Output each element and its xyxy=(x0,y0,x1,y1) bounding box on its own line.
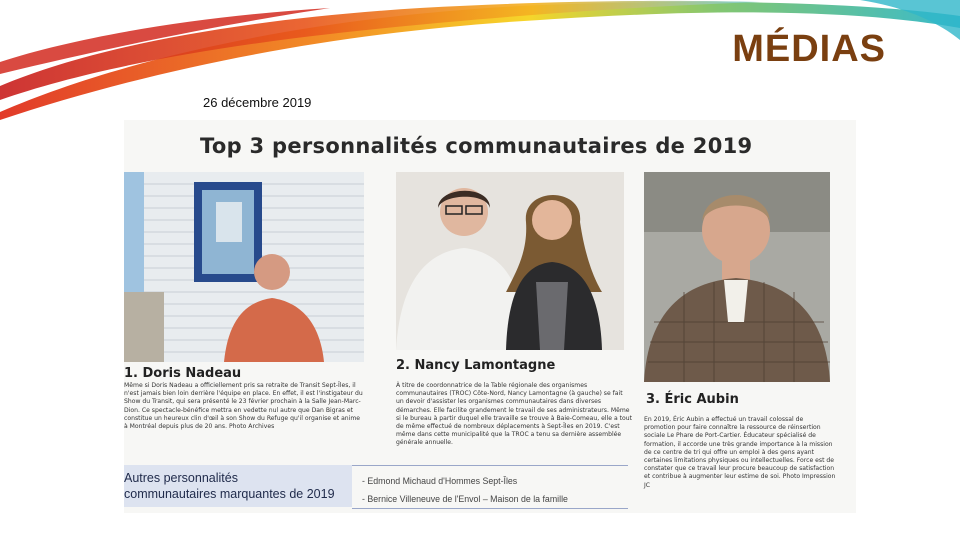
caption-3: En 2019, Éric Aubin a effectué un travail colossal de promotion pour faire connaître la ressource de réinsertion sociale Le Phare de Port-Cartier. Éducateur spécialisé de formation, il accorde une très grande importance à la mission de ce centre de tri qui offre un emploi à des gens ayant certaines limitations physiques ou intellectuelles. Force est de constater que ce travail leur procure beaucoup de satisfaction et contribue à augmenter leur estime de soi. Photo Impression JC xyxy=(644,416,836,489)
photo-eric-aubin xyxy=(644,172,830,382)
others-label-line-2: communautaires marquantes de 2019 xyxy=(124,487,335,501)
others-item-1: - Edmond Michaud d'Hommes Sept-Îles xyxy=(362,476,518,486)
caption-1: Même si Doris Nadeau a officiellement pris sa retraite de Transit Sept-Îles, il n'est jamais bien loin derrière l'équipe en place. En effet, il est l'instigateur du Show du Transit, qui sera présenté le 23 février prochain à la Salle Jean-Marc-Dion. Ce spectacle-bénéfice mettra en vedette nul autre que Dan Bigras et constitue un heureux clin d'œil à son Show du Refuge qu'il organise et anime à Montréal depuis plus de 20 ans. Photo Archives xyxy=(124,382,363,431)
caption-2: À titre de coordonnatrice de la Table régionale des organismes communautaires (TROC) Côte-Nord, Nancy Lamontagne (à gauche) se fait un devoir d'assister les organismes communautaires dans diverses démarches. Elle facilite grandement le travail de ses administrateurs. Même si le bureau à partir duquel elle travaille se trouve à Baie-Comeau, elle a tout de même effectué de nombreux déplacements à Sept-Îles en 2019. C'est même dans cette municipalité que la TROC a tenu sa dernière assemblée générale annuelle. xyxy=(396,382,632,447)
slide-date: 26 décembre 2019 xyxy=(203,95,312,110)
photo-nancy-lamontagne xyxy=(396,172,624,350)
person-name-3: 3. Éric Aubin xyxy=(646,392,739,407)
person-name-1: 1. Doris Nadeau xyxy=(124,366,242,381)
others-label-line-1: Autres personnalités xyxy=(124,471,238,485)
others-label xyxy=(124,470,352,502)
article-heading: Top 3 personnalités communautaires de 2019 xyxy=(200,134,753,158)
photo-doris-nadeau xyxy=(124,172,364,362)
slide-title: MÉDIAS xyxy=(732,28,886,70)
others-list xyxy=(362,472,568,508)
person-name-2: 2. Nancy Lamontagne xyxy=(396,358,556,373)
others-item-2: - Bernice Villeneuve de l'Envol – Maison de la famille xyxy=(362,494,568,504)
newspaper-article-image xyxy=(124,120,856,513)
